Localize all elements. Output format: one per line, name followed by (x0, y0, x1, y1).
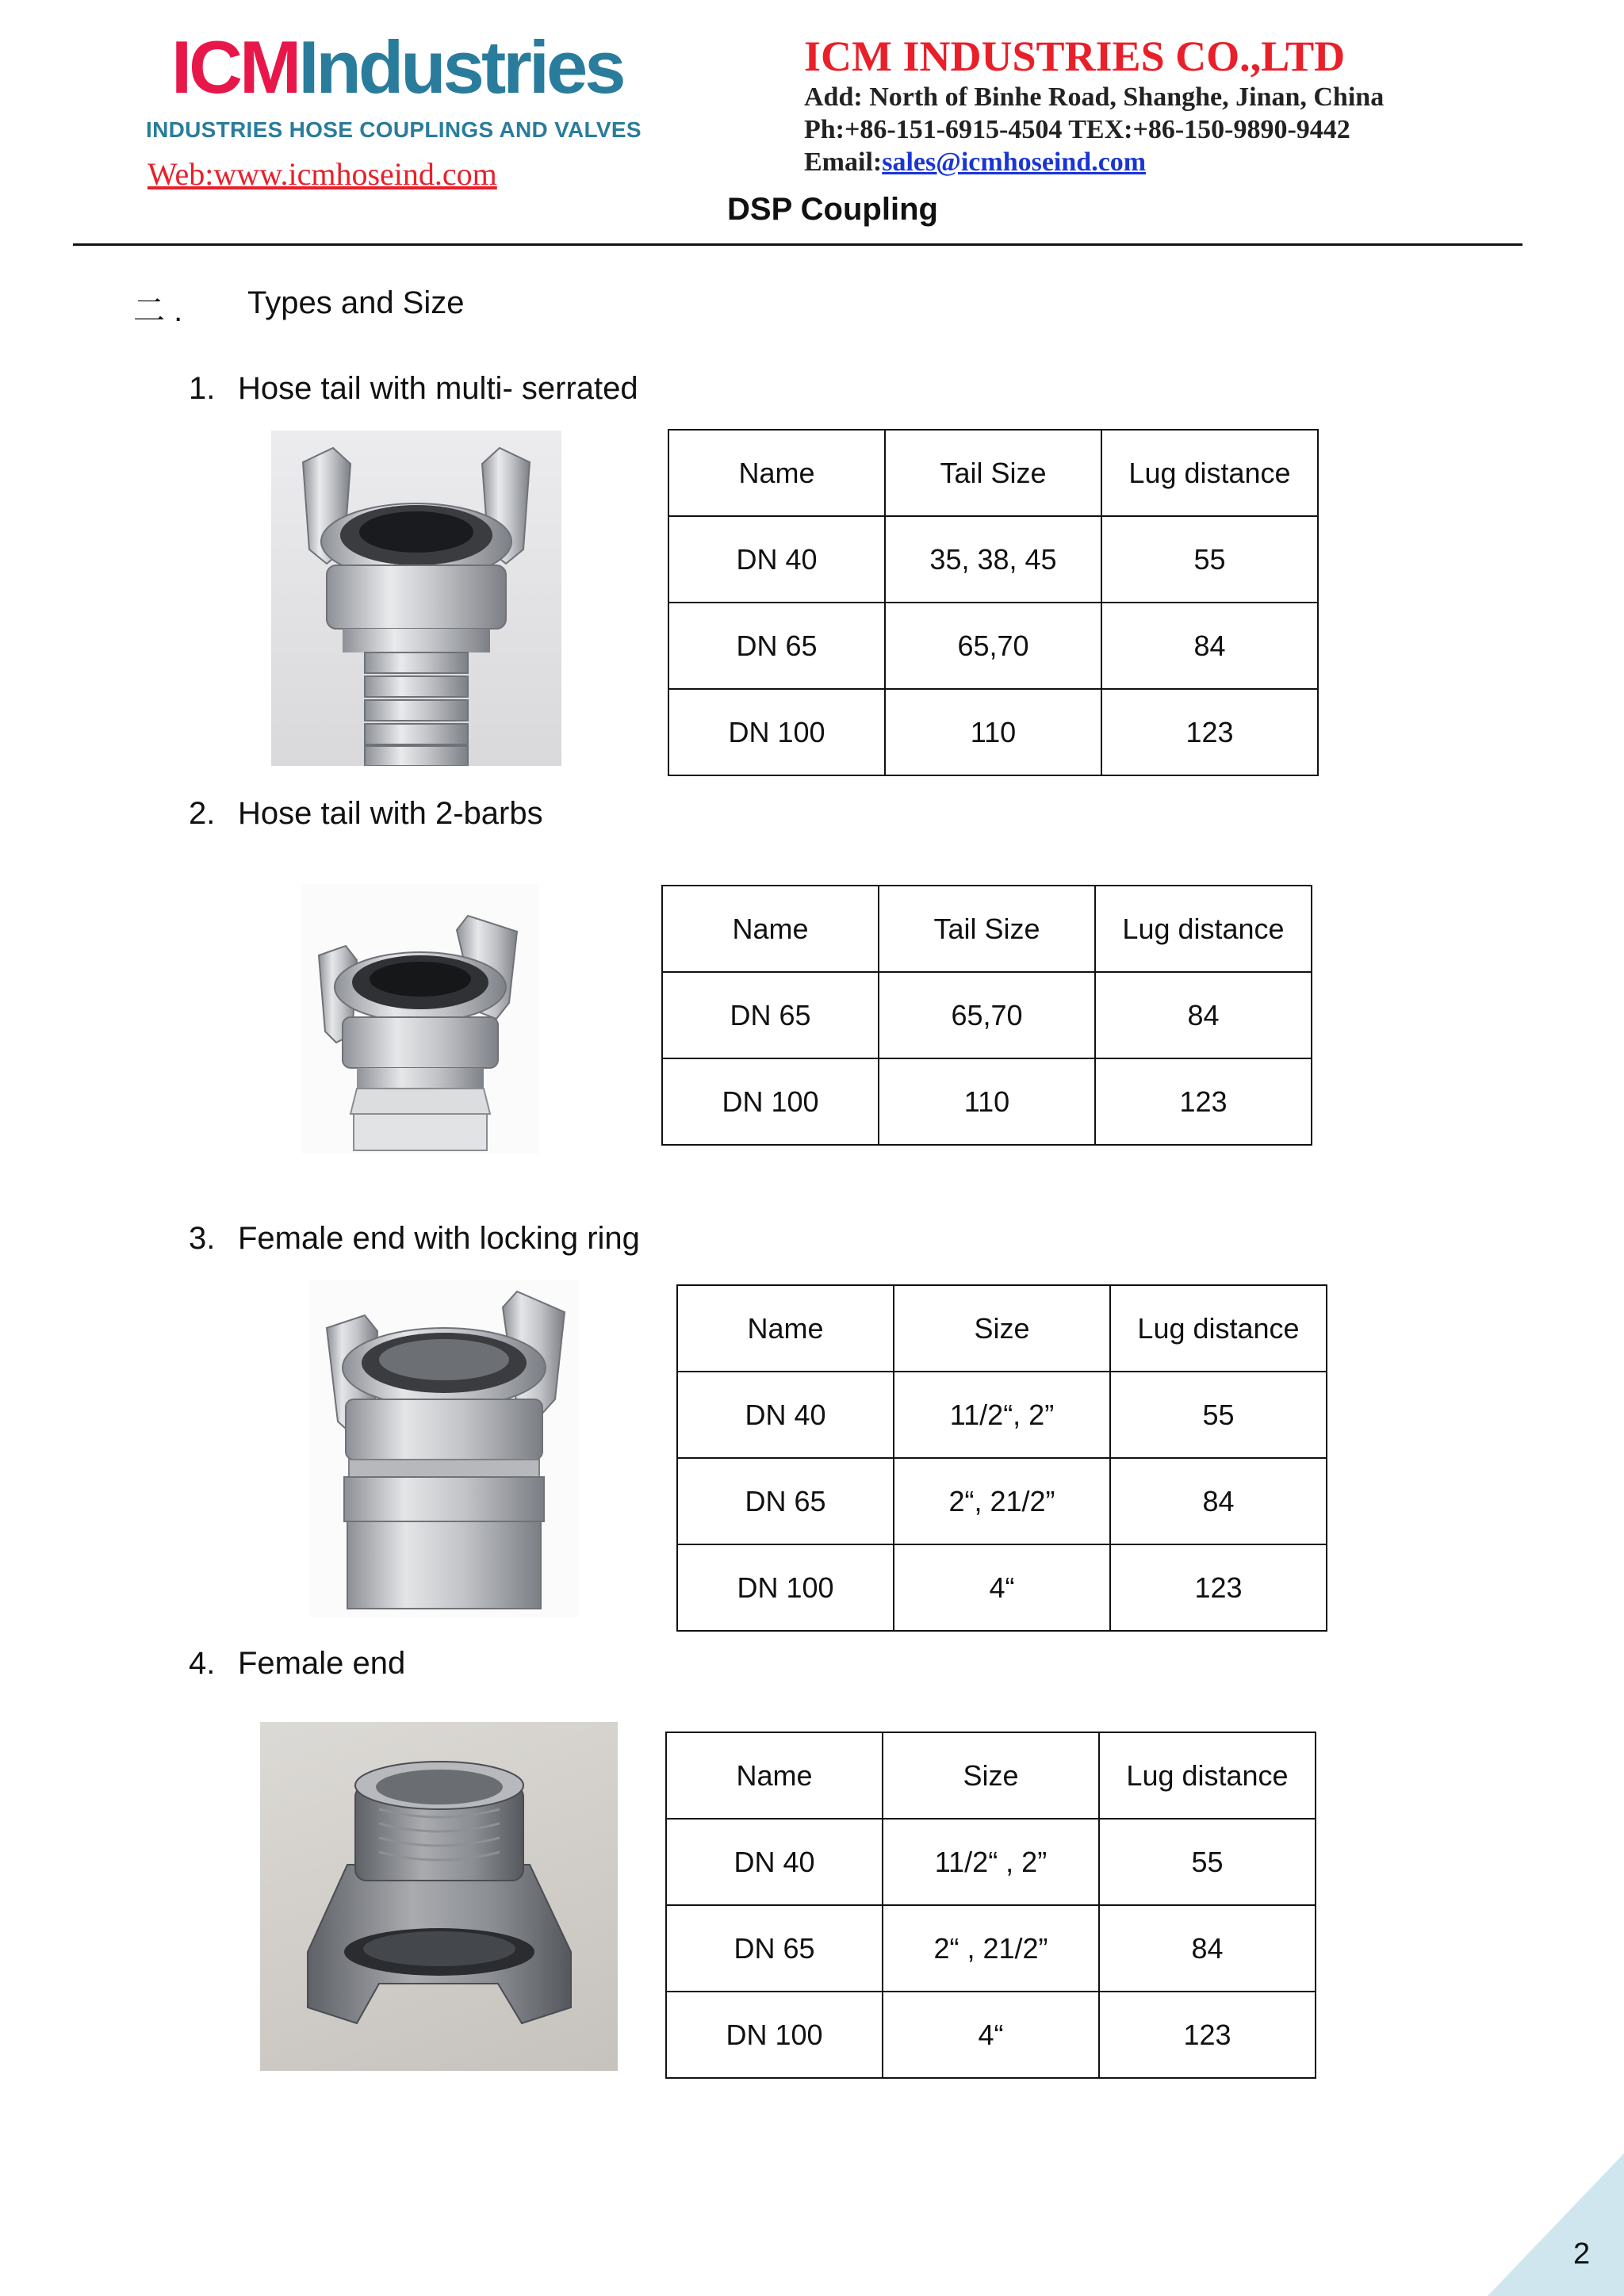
table-header-row (677, 1285, 1327, 1372)
coupling-barbs-icon (301, 884, 539, 1154)
page-corner-decoration (1488, 2153, 1624, 2296)
table-row (662, 1058, 1312, 1145)
logo-icm-text: ICM (171, 25, 299, 109)
table-header-cell: Name (668, 430, 885, 516)
spec-table-1 (668, 429, 1319, 776)
table-cell: DN 65 (668, 603, 885, 689)
table-header-row (668, 430, 1318, 516)
spec-table-4 (665, 1732, 1316, 2079)
product-photo-locking-ring (309, 1280, 579, 1617)
table-cell: 55 (1101, 516, 1318, 603)
table-cell: 110 (879, 1058, 1095, 1145)
logo-industries-text: Industries (298, 25, 623, 109)
table-row (677, 1372, 1327, 1458)
company-logo (171, 25, 623, 109)
table-cell: 84 (1110, 1458, 1327, 1544)
table-cell: DN 40 (668, 516, 885, 603)
section-number: 二 . (133, 293, 183, 328)
item-title: Hose tail with multi- serrated (238, 371, 638, 406)
table-cell: 2“, 21/2” (894, 1458, 1110, 1544)
table-cell: 123 (1101, 689, 1318, 775)
table-header-cell: Tail Size (879, 886, 1095, 972)
table-cell: DN 40 (677, 1372, 894, 1458)
table-cell: 110 (885, 689, 1101, 775)
table-header-cell: Size (883, 1732, 1099, 1819)
table-header-row (662, 886, 1312, 972)
item-heading-3 (189, 1221, 640, 1257)
item-heading-2 (189, 796, 543, 832)
table-header-cell: Name (677, 1285, 894, 1372)
table-header-cell: Lug distance (1099, 1732, 1316, 1819)
table-header-row (666, 1732, 1316, 1819)
product-photo-2-barbs (301, 884, 539, 1154)
document-title: DSP Coupling (727, 192, 938, 227)
email-label: Email: (804, 147, 883, 177)
spec-table-2 (661, 885, 1312, 1146)
item-number: 4. (189, 1646, 216, 1681)
company-email-line (804, 147, 1146, 178)
table-cell: 2“ , 21/2” (883, 1905, 1099, 1992)
table-cell: 123 (1110, 1544, 1327, 1631)
table-header-cell: Lug distance (1095, 886, 1312, 972)
table-cell: 55 (1099, 1819, 1316, 1905)
product-photo-female-end (260, 1722, 618, 2071)
table-cell: DN 65 (666, 1905, 883, 1992)
table-cell: DN 65 (677, 1458, 894, 1544)
table-row (677, 1458, 1327, 1544)
table-cell: 65,70 (885, 603, 1101, 689)
table-cell: 84 (1101, 603, 1318, 689)
table-cell: DN 65 (662, 972, 879, 1058)
table-cell: DN 40 (666, 1819, 883, 1905)
item-heading-1 (189, 371, 638, 407)
table-cell: 84 (1095, 972, 1312, 1058)
table-row (662, 972, 1312, 1058)
table-header-cell: Lug distance (1110, 1285, 1327, 1372)
item-number: 3. (189, 1221, 216, 1256)
table-cell: 123 (1099, 1992, 1316, 2078)
table-cell: 55 (1110, 1372, 1327, 1458)
coupling-serrated-icon (271, 430, 561, 766)
section-title: Types and Size (247, 285, 465, 320)
coupling-female-end-icon (260, 1722, 618, 2071)
table-cell: DN 100 (666, 1992, 883, 2078)
page-number: 2 (1573, 2237, 1591, 2271)
website-link[interactable]: Web:www.icmhoseind.com (147, 156, 497, 192)
table-row (666, 1992, 1316, 2078)
table-cell: 11/2“ , 2” (883, 1819, 1099, 1905)
email-link[interactable]: sales@icmhoseind.com (882, 147, 1147, 177)
table-header-cell: Name (666, 1732, 883, 1819)
item-title: Female end with locking ring (238, 1221, 640, 1256)
table-cell: DN 100 (668, 689, 885, 775)
product-photo-multi-serrated (271, 430, 561, 766)
table-header-cell: Name (662, 886, 879, 972)
table-cell: 4“ (894, 1544, 1110, 1631)
spec-table-3 (676, 1284, 1327, 1632)
table-cell: DN 100 (677, 1544, 894, 1631)
header-divider (73, 243, 1522, 246)
item-number: 2. (189, 796, 216, 831)
item-title: Hose tail with 2-barbs (238, 796, 543, 831)
company-name: ICM INDUSTRIES CO.,LTD (804, 33, 1346, 80)
table-row (668, 689, 1318, 775)
table-cell: 11/2“, 2” (894, 1372, 1110, 1458)
table-row (677, 1544, 1327, 1631)
table-row (668, 603, 1318, 689)
table-row (666, 1905, 1316, 1992)
table-cell: 65,70 (879, 972, 1095, 1058)
item-number: 1. (189, 371, 216, 406)
company-phone: Ph:+86-151-6915-4504 TEX:+86-150-9890-9442 (804, 115, 1350, 144)
table-cell: DN 100 (662, 1058, 879, 1145)
table-cell: 4“ (883, 1992, 1099, 2078)
company-address: Add: North of Binhe Road, Shanghe, Jinan, China (804, 82, 1385, 112)
table-cell: 123 (1095, 1058, 1312, 1145)
table-row (668, 516, 1318, 603)
table-header-cell: Lug distance (1101, 430, 1318, 516)
item-heading-4 (189, 1646, 405, 1682)
coupling-locking-ring-icon (309, 1280, 579, 1617)
table-row (666, 1819, 1316, 1905)
table-cell: 35, 38, 45 (885, 516, 1101, 603)
table-header-cell: Tail Size (885, 430, 1101, 516)
table-cell: 84 (1099, 1905, 1316, 1992)
item-title: Female end (238, 1646, 406, 1681)
logo-tagline: INDUSTRIES HOSE COUPLINGS AND VALVES (146, 117, 642, 142)
table-header-cell: Size (894, 1285, 1110, 1372)
